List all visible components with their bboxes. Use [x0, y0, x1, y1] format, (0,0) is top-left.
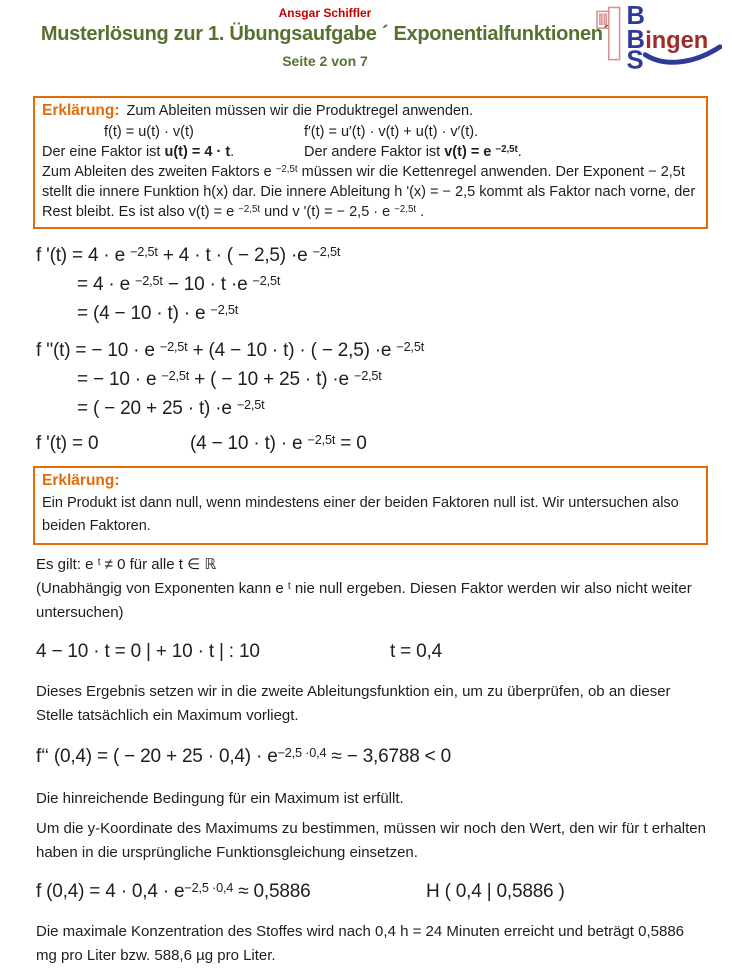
factor-v-period: . [517, 144, 522, 160]
solve-equation-row [36, 637, 732, 666]
logo-text-ingen: ingen [645, 27, 709, 54]
explanation-label: Erklärung: [42, 102, 120, 119]
header-text-block [0, 6, 650, 69]
first-derivative-block [0, 241, 732, 328]
explanation-box-product-rule [33, 96, 708, 229]
f-prime-line-2: = 4 · e $^{-2,5t}$ − 10 · t ·e $^{-2,5t}$ [77, 272, 281, 295]
exp-note-paragraph: (Unabhängig von Exponenten kann e $^t$ nie null ergeben. Diesen Faktor werden wir also nicht weiter untersuchen) [36, 580, 692, 621]
logo-letter-s: S [626, 46, 644, 70]
product-rule-fprime: f′(t) = u′(t) · v(t) + u(t) · v′(t). [304, 124, 479, 140]
box1-line1-text: Zum Ableiten müssen wir die Produktregel anwenden. [126, 103, 474, 119]
solve-equation-result: t = 0,4 [390, 641, 442, 662]
factor-v [304, 144, 522, 160]
sufficient-condition-paragraph: Die hinreichende Bedingung für ein Maximum ist erfüllt. [36, 790, 404, 807]
check-maximum-paragraph: Dieses Ergebnis setzen wir in die zweite Ableitungsfunktion ein, um zu überprüfen, ob an dieser Stelle tatsächlich ein Maximum vorliegt. [36, 683, 671, 724]
conclusion-paragraph: Die maximale Konzentration des Stoffes wird nach 0,4 h = 24 Minuten erreicht und beträgt 0,5886 mg pro Liter bzw. 588,6 µg pro Liter. [36, 923, 685, 964]
exp-note-line1: Es gilt: e $^t$ ≠ 0 für alle t ∈ ℝ [36, 556, 217, 573]
product-rule-f: f(t) = u(t) · v(t) [104, 124, 194, 140]
y-coordinate-paragraph: Um die y-Koordinate des Maximums zu bestimmen, müssen wir noch den Wert, den wir für t erhalten haben in die ursprüngliche Funktionsgleichung einsetzen. [36, 820, 706, 861]
page-title: Musterlösung zur 1. Übungsaufgabe ´ Exponentialfunktionen´ [40, 23, 610, 45]
second-derivative-value-equation: f‘‘ (0,4) = ( − $20 + 25 \cdot 0,4) \cdot e^{-2,5 \cdot 0,4}$ ≈ − 3,6788 < 0 [36, 744, 452, 767]
f-prime-line-1: f '(t) = 4 · e $^{-2,5t}$ + 4 · t · ( − 2,5) ·e $^{-2,5t}$ [36, 243, 341, 266]
zero-condition-row [36, 429, 732, 458]
zero-condition-right: (4 − 10 · t) · e $^{-2,5t}$ = 0 [190, 431, 367, 454]
bbs-bingen-logo [594, 2, 722, 75]
explanation-box-zero-product [33, 466, 708, 545]
factor-u-text: Der eine Faktor ist [42, 144, 165, 160]
box1-line2 [42, 122, 698, 142]
logo-letter-b2: B [626, 25, 645, 54]
factor-v-value: v(t) = e $^{-2,5t}$ [444, 143, 518, 160]
f-prime-line-3: = (4 − 10 · t) · e $^{-2,5t}$ [77, 301, 239, 324]
f-doubleprime-line-3: = ( − 20 + 25 · t) ·e $^{-2,5t}$ [77, 396, 265, 419]
explanation-label: Erklärung: [42, 472, 120, 489]
f-doubleprime-line-2: = − 10 · e $^{-2,5t}$ + ( − 10 + 25 · t) ·e $^{-2,5t}$ [77, 367, 382, 390]
function-value-row [36, 877, 732, 906]
factor-u-value: u(t) = 4 · t [164, 144, 231, 160]
box1-chain-rule-paragraph: Zum Ableiten des zweiten Faktors e $^{-2,5t}$ müssen wir die Kettenregel anwenden. Der Exponent − 2,5t stellt die innere Funktion h(x) dar. Die innere Ableitung h '(x) = − 2,5 kommt als Faktor nach vorne, der Rest bleibt. Es ist also v(t) = e $^{-2,5t}$ und v '(t) = − 2,5 · e $^{-2,5t}$ . [42, 163, 696, 220]
page-number: Seite 2 von 7 [282, 53, 368, 69]
box1-line1 [42, 100, 698, 122]
zero-condition-left: f '(t) = 0 [36, 433, 99, 454]
author-name: Ansgar Schiffler [278, 6, 372, 20]
box2-label-line [42, 470, 698, 492]
factor-v-text: Der andere Faktor ist [304, 144, 445, 160]
maximum-point: H ( 0,4 | 0,5886 ) [426, 881, 565, 902]
f-doubleprime-line-1: f ''(t) = − 10 · e $^{-2,5t}$ + (4 − 10 · t) · ( − 2,5) ·e $^{-2,5t}$ [36, 338, 425, 361]
school-logo-icon [594, 2, 722, 70]
factor-u [42, 142, 304, 162]
building-icon [597, 7, 620, 59]
function-value-left: f $(0,4) = 4 \cdot 0,4 \cdot e^{-2,5 \cdot 0,4} \approx 0,5886$ [36, 879, 311, 902]
page-header [0, 0, 732, 72]
box1-line3 [42, 142, 698, 162]
box2-paragraph: Ein Produkt ist dann null, wenn mindestens einer der beiden Faktoren null ist. Wir untersuchen also beiden Faktoren. [42, 495, 679, 534]
exp-never-zero-note [36, 553, 706, 625]
solve-equation-left: 4 − 10 · t = 0 | + 10 · t | : 10 [36, 641, 260, 662]
factor-u-period: . [230, 144, 235, 160]
logo-letter-b1: B [626, 2, 645, 31]
second-derivative-block [0, 336, 732, 423]
